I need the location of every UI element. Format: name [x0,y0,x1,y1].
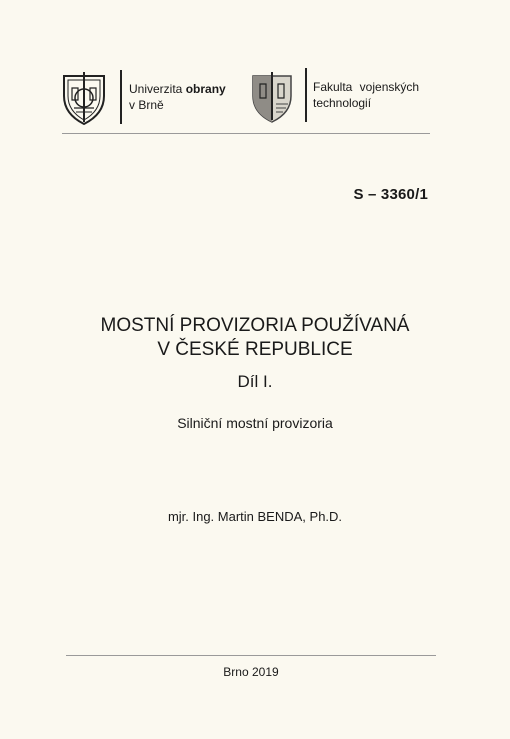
faculty-name [313,79,419,111]
footer-rule [66,655,436,656]
part-number: Díl I. [237,372,273,391]
header-rule [62,133,430,134]
header-divider-2 [305,68,307,122]
document-title-line2: V ČESKÉ REPUBLICE [157,339,353,360]
place-year: Brno 2019 [223,665,279,679]
document-subtitle: Silniční mostní provizoria [177,415,333,431]
university-crest-icon [60,70,108,126]
document-title-line1: MOSTNÍ PROVIZORIA POUŽÍVANÁ [100,315,410,336]
faculty-crest-icon [250,70,294,124]
university-line1: Univerzita obrany [129,82,226,96]
faculty-line1: Fakulta vojenských [313,80,420,94]
document-code: S – 3360/1 [353,186,428,203]
university-name [129,81,226,113]
author: mjr. Ing. Martin BENDA, Ph.D. [167,509,343,524]
faculty-line2: technologií [313,96,372,110]
university-line2: v Brně [129,98,164,112]
header-divider-1 [120,70,122,124]
